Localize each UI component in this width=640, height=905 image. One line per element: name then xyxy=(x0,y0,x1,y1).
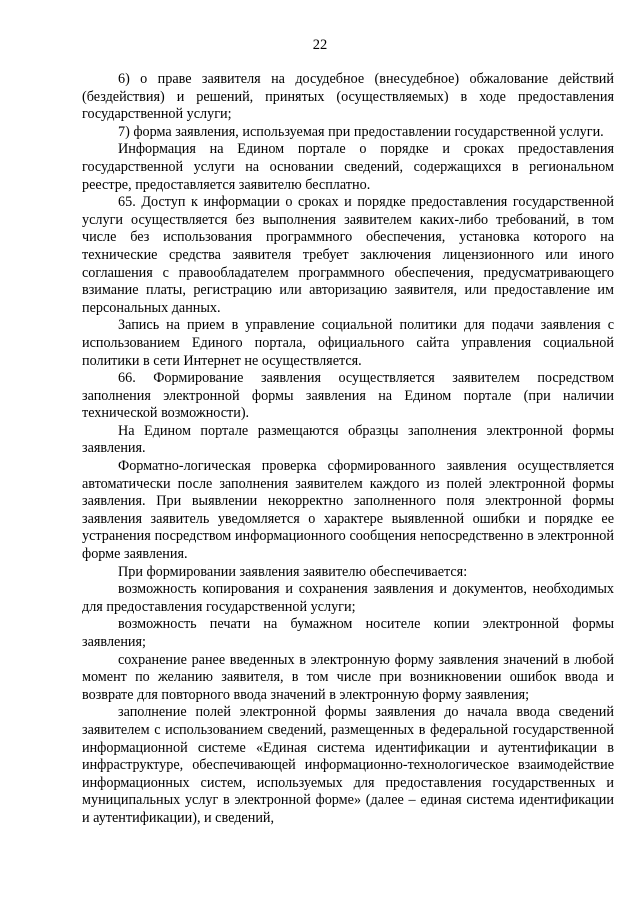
paragraph-item-6: 6) о праве заявителя на досудебное (внесудебное) обжалование действий (бездействия) и решений, принятых (осуществляемых) в ходе предоставления государственной услуги; xyxy=(82,71,614,123)
paragraph-save-values: сохранение ранее введенных в электронную форму заявления значений в любой момент по желанию заявителя, в том числе при возникновении ошибок ввода и возврате для повторного ввода значений в электронную форму заявления; xyxy=(82,651,614,703)
paragraph-66: 66. Формирование заявления осуществляется заявителем посредством заполнения электронной формы заявления на Едином портале (при наличии технической возможности). xyxy=(82,370,614,422)
body-text xyxy=(82,71,614,828)
paragraph-portal-info: Информация на Едином портале о порядке и сроках предоставления государственной услуги на основании сведений, содержащихся в региональном реестре, предоставляется заявителю бесплатно. xyxy=(82,141,614,193)
paragraph-provided: При формировании заявления заявителю обеспечивается: xyxy=(118,563,468,580)
page-number: 22 xyxy=(312,37,328,53)
paragraph-65: 65. Доступ к информации о сроках и порядке предоставления государственной услуги осуществляется без выполнения заявителем каких-либо требований, в том числе без использования программного обеспечения, установка которого на технические средства заявителя требует заключения лицензионного или иного соглашения с правообладателем программного обеспечения, предусматривающего взимание платы, регистрацию или авторизацию заявителя, или предоставление им персональных данных. xyxy=(82,194,614,316)
paragraph-copy-save: возможность копирования и сохранения заявления и документов, необходимых для предоставления государственной услуги; xyxy=(82,581,614,615)
paragraph-autofill: заполнение полей электронной формы заявления до начала ввода сведений заявителем с использованием сведений, размещенных в федеральной государственной информационной системе «Единая система идентификации и аутентификации в инфраструктуре, обеспечивающей информационно-технологическое взаимодействие информационных систем, используемых для предоставления государственных и муниципальных услуг в электронной форме» (далее – единая система идентификации и аутентификации), и сведений, xyxy=(82,704,614,826)
paragraph-item-7: 7) форма заявления, используемая при предоставлении государственной услуги. xyxy=(118,123,604,140)
paragraph-appointment: Запись на прием в управление социальной политики для подачи заявления с использованием Единого портала, официального сайта управления социальной политики в сети Интернет не осуществляется. xyxy=(82,317,614,369)
paragraph-format-check: Форматно-логическая проверка сформированного заявления осуществляется автоматически после заполнения заявителем каждого из полей электронной формы заявления. При выявлении некорректно заполненного поля электронной формы заявления заявитель уведомляется о характере выявленной ошибки и порядке ее устранения посредством информационного сообщения непосредственно в электронной форме заявления. xyxy=(82,458,614,563)
paragraph-samples: На Едином портале размещаются образцы заполнения электронной формы заявления. xyxy=(82,422,614,457)
paragraph-print: возможность печати на бумажном носителе копии электронной формы заявления; xyxy=(82,616,614,650)
